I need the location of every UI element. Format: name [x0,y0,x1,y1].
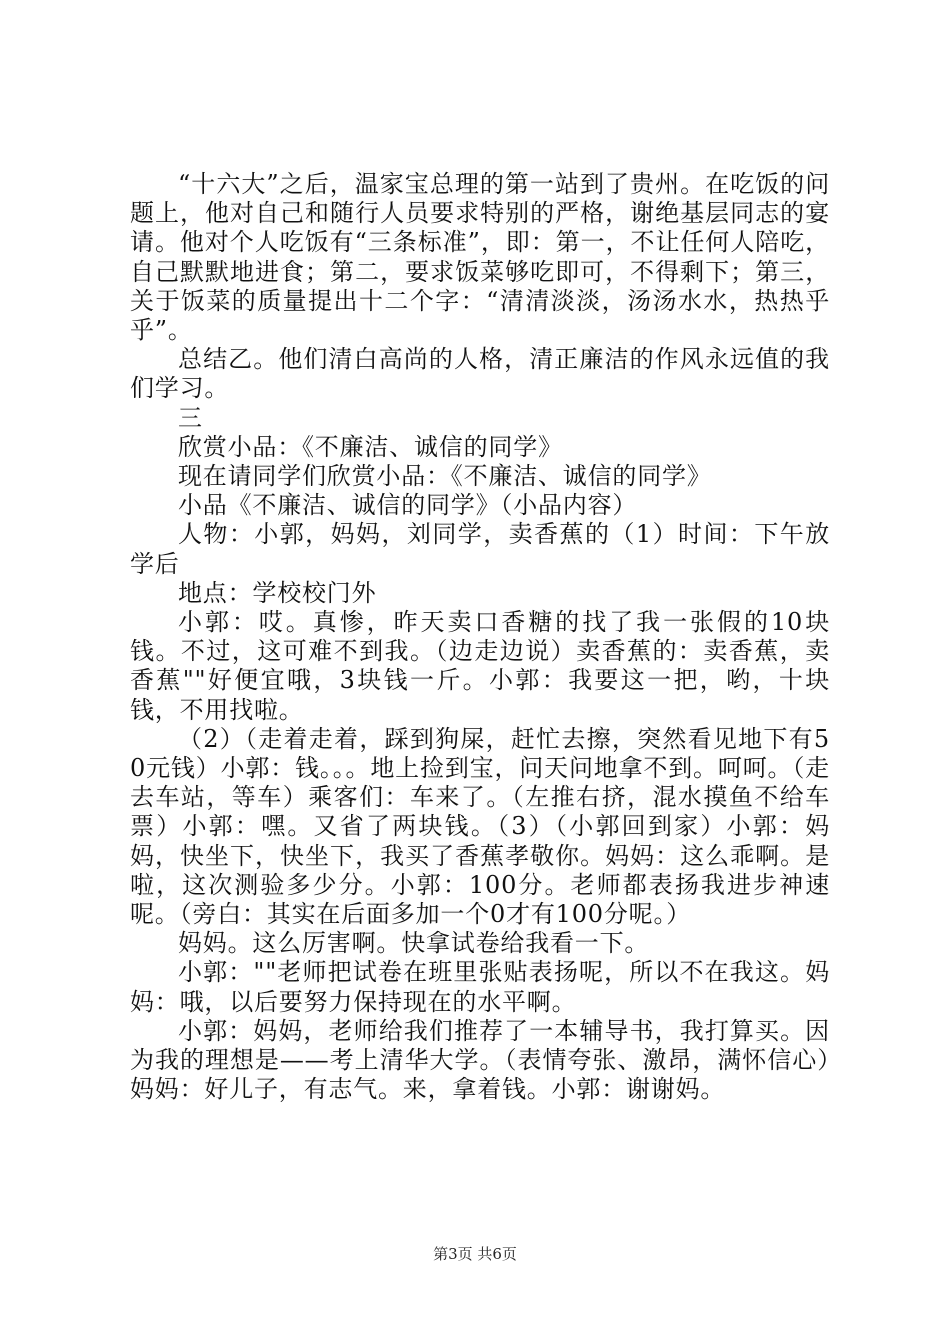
paragraph-scenes-two-three: （2）（走着走着，踩到狗屎，赶忙去擦，突然看见地下有50元钱）小郭：钱。。。地上捡到宝，问天问地拿不到。呵呵。（走去车站，等车）乘客们：车来了。（左推右挤，混水摸鱼不给车票）小郭：嘿。又省了两块钱。（3）（小郭回到家）小郭：妈妈，快坐下，快坐下，我买了香蕉孝敬你。妈妈：这么乖啊。是啦，这次测验多少分。小郭：100分。老师都表扬我进步神速呢。（旁白：其实在后面多加一个0才有100分呢。） [130,724,830,929]
paragraph-study-book: 小郭：妈妈，老师给我们推荐了一本辅导书，我打算买。因为我的理想是——考上清华大学。（表情夸张、激昂，满怀信心）妈妈：好儿子，有志气。来，拿着钱。小郭：谢谢妈。 [130,1016,830,1104]
paragraph-skit-invitation: 现在请同学们欣赏小品：《不廉洁、诚信的同学》 [178,462,712,491]
paragraph-test-paper: 小郭：""老师把试卷在班里张贴表扬呢，所以不在我这。妈妈：哦，以后要努力保持现在的水平啊。 [130,958,830,1016]
paragraph-skit-title: 小品《不廉洁、诚信的同学》（小品内容） [178,491,638,520]
paragraph-skit-heading: 欣赏小品：《不廉洁、诚信的同学》 [178,432,563,461]
paragraph-wen-jiabao-meals: “十六大”之后，温家宝总理的第一站到了贵州。在吃饭的问题上，他对自己和随行人员要求特别的严格，谢绝基层同志的宴请。他对个人吃饭有“三条标准”，即：第一，不让任何人陪吃，自己默默地进食；第二，要求饭菜够吃即可，不得剩下；第三，关于饭菜的质量提出十二个字：“清清淡淡，汤汤水水，热热乎乎”。 [130,170,830,345]
paragraph-location: 地点：学校校门外 [178,578,377,607]
paragraph-scene-one: 小郭：哎。真惨，昨天卖口香糖的找了我一张假的10块钱。不过，这可难不到我。（边走边说）卖香蕉的：卖香蕉，卖香蕉""好便宜哦，3块钱一斤。小郭：我要这一把，哟，十块钱，不用找啦。 [130,608,830,724]
paragraph-summary-b: 总结乙。他们清白高尚的人格，清正廉洁的作风永远值的我们学习。 [130,345,830,403]
paragraph-mother-reply: 妈妈。这么厉害啊。快拿试卷给我看一下。 [178,929,650,958]
page-number-footer: 第3页 共6页 [433,1245,517,1263]
document-body [130,170,830,1105]
section-number-three: 三 [178,403,203,432]
paragraph-characters-time: 人物：小郭，妈妈，刘同学，卖香蕉的（1）时间：下午放学后 [130,520,830,578]
